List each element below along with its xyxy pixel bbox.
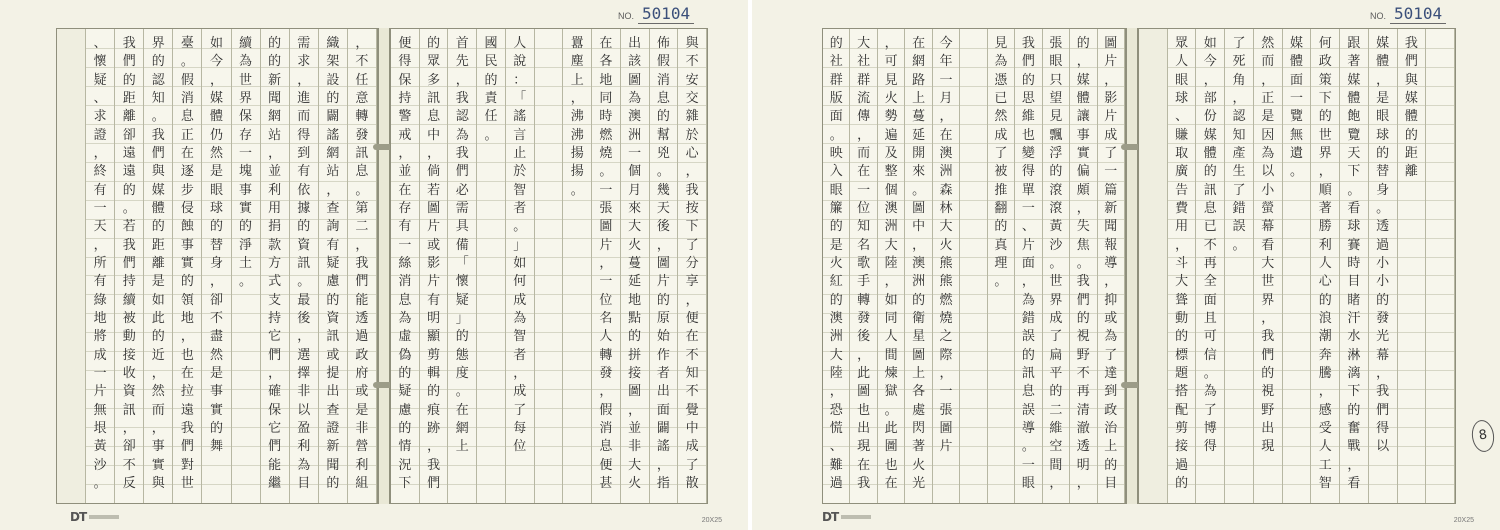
text-column: 如 今 ， 部 份 媒 體 的 訊 息 已 不 再 全 面 且 可 信 。 為 了 博 得 bbox=[1196, 29, 1225, 503]
blank-column bbox=[1139, 29, 1168, 503]
text-column: 囂 塵 上 ， 沸 沸 揚 揚 。 bbox=[563, 29, 592, 503]
text-column: 我 們 與 媒 體 的 距 離 bbox=[1398, 29, 1427, 503]
text-column: 的 的 新 聞 網 站 ， 並 利 用 捐 款 方 式 支 持 它 們 ， 確 保 它 們 能 繼 bbox=[261, 29, 290, 503]
text-column: 我 們 的 思 維 也 變 得 單 一 、 片 面 ， 為 錯 誤 的 訊 息 誤 導 。 一 眼 bbox=[1015, 29, 1042, 503]
text-column: 在 各 地 同 時 燃 燒 。 一 張 圖 片 ， 一 位 名 人 轉 發 ， 假 消 息 便 甚 bbox=[592, 29, 621, 503]
blank-column bbox=[57, 29, 86, 503]
publisher-logo bbox=[822, 510, 871, 524]
grid-half-right bbox=[390, 28, 708, 504]
text-column: 、 懷 疑 、 求 證 ， 終 有 一 天 ， 所 有 綠 地 將 成 一 片 無 垠 黃 沙 。 bbox=[86, 29, 115, 503]
text-column: 織 架 設 的 闢 謠 網 站 ， 查 詢 有 疑 慮 的 資 訊 或 提 出 查 證 新 聞 的 bbox=[319, 29, 348, 503]
logo-mark: DT bbox=[70, 510, 87, 524]
manuscript-sheet-right bbox=[752, 0, 1500, 530]
text-column: 張 眼 只 望 見 飄 浮 的 滾 滾 黃 沙 。 世 界 成 了 扁 平 的 二 維 空 間 ， bbox=[1043, 29, 1070, 503]
sheet-number bbox=[1370, 4, 1446, 24]
text-column: 大 社 群 流 傳 ， 而 在 一 位 知 名 歌 手 轉 發 後 ， 此 圖 也 出 現 在 我 bbox=[850, 29, 877, 503]
page-mark: 8 bbox=[1470, 419, 1496, 454]
sheet-number-label: NO. bbox=[618, 11, 635, 21]
text-column: ， 可 見 火 勢 遍 及 整 個 澳 洲 大 陸 ， 如 同 人 間 煉 獄 。 此 圖 也 在 bbox=[878, 29, 905, 503]
text-column: 圖 片 ， 影 片 成 了 一 篇 新 聞 報 導 ， 抑 或 為 了 達 到 政 治 上 的 目 bbox=[1098, 29, 1125, 503]
text-column: 在 網 路 上 蔓 延 開 來 。 圖 中 ， 澳 洲 的 衛 星 圖 上 各 處 閃 著 火 光 bbox=[905, 29, 932, 503]
sheet-number bbox=[618, 4, 694, 24]
logo-bar bbox=[841, 515, 871, 519]
grid-size-code: 20X25 bbox=[1453, 517, 1474, 524]
text-column: 出 該 圖 為 澳 洲 一 個 月 來 大 火 蔓 延 地 點 的 拼 接 圖 ， 並 非 大 火 bbox=[621, 29, 650, 503]
text-column: 何 政 策 下 的 世 界 ， 順 著 勝 利 人 心 的 浪 潮 奔 騰 ， 感 受 人 工 智 bbox=[1311, 29, 1340, 503]
text-column: 便 得 保 持 警 戒 ， 並 在 存 有 一 絲 消 息 為 虛 偽 的 疑 慮 的 情 況 下 bbox=[391, 29, 420, 503]
text-column: 的 社 群 版 面 。 映 入 眼 簾 的 是 火 紅 的 澳 洲 大 陸 ， 恐 慌 、 難 過 bbox=[823, 29, 850, 503]
text-column: 國 民 的 責 任 。 bbox=[477, 29, 506, 503]
text-column: 媒 體 ， 是 眼 球 的 替 身 。 透 過 小 小 的 發 光 幕 ， 我 們 得 以 bbox=[1369, 29, 1398, 503]
grid-size-code: 20X25 bbox=[701, 517, 722, 524]
text-column: 見 為 憑 已 然 成 了 被 推 翻 的 真 理 。 bbox=[988, 29, 1015, 503]
text-column: 了 死 角 ， 認 知 產 生 了 錯 誤 。 bbox=[1225, 29, 1254, 503]
sheet-number-value: 50104 bbox=[638, 4, 694, 24]
text-column: 眾 人 眼 球 、 賺 取 廣 告 費 用 ， 斗 大 聳 動 的 標 題 搭 配 剪 接 過 的 bbox=[1168, 29, 1197, 503]
text-column: 如 今 ， 媒 體 仍 然 是 眼 球 的 替 身 ， 卻 不 盡 然 是 事 實 的 舞 bbox=[202, 29, 231, 503]
text-column: 與 不 安 交 雜 於 心 ， 我 按 下 了 分 享 ， 便 在 不 知 不 覺 中 成 了 散 bbox=[678, 29, 707, 503]
text-column bbox=[1426, 29, 1455, 503]
text-column: 佈 假 消 息 的 幫 兇 。 幾 天 後 ， 圖 片 的 原 始 作 者 出 面 闢 謠 ， 指 bbox=[650, 29, 679, 503]
text-column: 人 說 ： 「 謠 言 止 於 智 者 。 」 如 何 成 為 智 者 ， 成 了 每 位 bbox=[506, 29, 535, 503]
logo-bar bbox=[89, 515, 119, 519]
grid-half-left bbox=[822, 28, 1126, 504]
text-column bbox=[960, 29, 987, 503]
sheet-number-label: NO. bbox=[1370, 11, 1387, 21]
manuscript-sheet-left bbox=[0, 0, 748, 530]
text-column: 續 為 世 界 保 存 一 塊 事 實 的 淨 土 。 bbox=[232, 29, 261, 503]
grid-half-left bbox=[56, 28, 378, 504]
text-column: 首 先 ， 我 認 為 我 們 必 需 具 備 「 懷 疑 」 的 態 度 。 在 網 上 bbox=[448, 29, 477, 503]
text-column: 的 眾 多 訊 息 中 ， 倘 若 圖 片 或 影 片 有 明 顯 剪 輯 的 痕 跡 ， 我 們 bbox=[420, 29, 449, 503]
spine-divider bbox=[378, 28, 390, 504]
text-column: 今 年 一 月 ， 在 澳 洲 森 林 大 火 熊 熊 燃 燒 之 際 ， 一 張 圖 片 bbox=[933, 29, 960, 503]
sheet-number-value: 50104 bbox=[1390, 4, 1446, 24]
text-column bbox=[535, 29, 564, 503]
publisher-logo bbox=[70, 510, 119, 524]
text-column: 媒 體 面 一 覽 無 遺 。 bbox=[1283, 29, 1312, 503]
text-column: 臺 。 假 消 息 正 在 逐 步 侵 蝕 事 實 的 領 地 ， 也 在 拉 遠 我 們 對 世 bbox=[173, 29, 202, 503]
text-column: 然 而 ， 正 是 因 為 以 小 螢 幕 看 大 世 界 ， 我 們 的 視 野 出 現 bbox=[1254, 29, 1283, 503]
grid-half-right bbox=[1138, 28, 1456, 504]
text-column: 需 求 ， 進 而 得 到 有 依 據 的 資 訊 。 最 後 ， 選 擇 非 以 盈 利 為 目 bbox=[290, 29, 319, 503]
text-column: 界 的 認 知 。 我 們 與 媒 體 的 距 離 是 如 此 的 近 ， 然 而 ， 事 實 與 bbox=[144, 29, 173, 503]
text-column: 跟 著 媒 體 飽 覽 天 下 。 看 球 賽 時 目 睹 汗 水 淋 漓 下 的 奮 戰 ， 看 bbox=[1340, 29, 1369, 503]
text-column: 的 ， 媒 體 讓 事 實 偏 頗 ， 失 焦 。 我 們 的 視 野 不 再 清 澈 透 明 ， bbox=[1070, 29, 1097, 503]
spine-divider bbox=[1126, 28, 1138, 504]
text-column: 我 們 的 距 離 卻 遠 遠 的 。 若 我 們 持 續 被 動 接 收 資 訊 ， 卻 不 反 bbox=[115, 29, 144, 503]
text-column: ， 不 任 意 轉 發 訊 息 。 第 二 ， 我 們 能 透 過 政 府 或 是 非 營 利 組 bbox=[348, 29, 377, 503]
logo-mark: DT bbox=[822, 510, 839, 524]
